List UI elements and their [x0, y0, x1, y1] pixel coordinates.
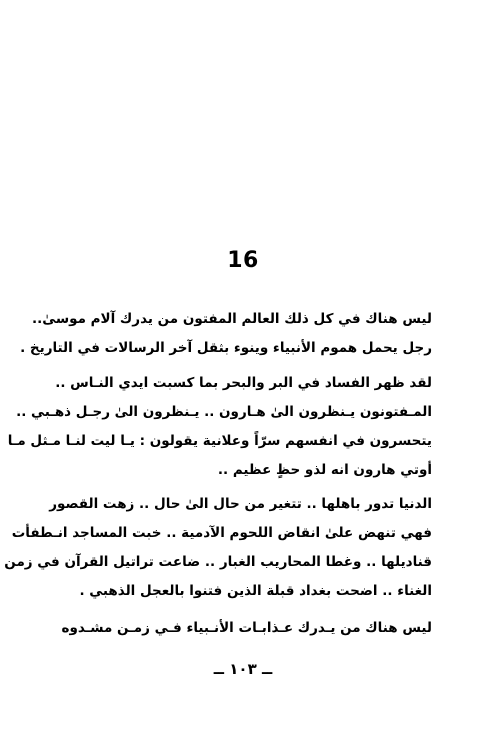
text-line: أوتي هارون انه لذو حظٍ عظيم .. [217, 462, 432, 478]
text-line: المـفتونون يـنظرون الىٰ هـارون .. يـنظرون الىٰ رجـل ذهـبي .. [16, 404, 432, 420]
paragraph-3 [4, 490, 432, 606]
text-line: لقد ظهر الفساد في البر والبحر بما كسبت ايدي النـاس .. [55, 375, 432, 391]
text-line: ليس هناك من يـدرك عـذابـات الأنـبياء فـي زمـن مشـدوه [61, 620, 432, 636]
text-line: الغناء .. اضحت بغداد قبلة الذين فتنوا بالعجل الذهبي . [79, 583, 432, 599]
paragraph-4 [52, 614, 432, 643]
text-line: يتحسرون في انفسهم سرّاً وعلانية يقولون : يـا ليت لنـا مـثل مـا [7, 433, 432, 449]
text-line: قناديلها .. وغطا المحاريب الغبار .. ضاعت تراتيل القرآن في زمن [4, 554, 432, 570]
paragraph-2 [7, 369, 432, 485]
text-line: ليس هناك في كل ذلك العالم المفتون من يدرك آلام موسىٰ.. [31, 311, 432, 327]
text-line: رجل يحمل هموم الأنبياء وينوء بثقل آخر الرسالات في التاريخ . [20, 340, 432, 356]
page-number: ــ ١٠٣ ــ [213, 660, 273, 678]
paragraph-1 [20, 305, 432, 363]
text-line: فهي تنهض علىٰ انقاض اللحوم الآدمية .. خبت المساجد انـطفأت [11, 525, 432, 541]
chapter-number: 16 [227, 248, 259, 273]
text-line: الدنيا تدور باهلها .. تتغير من حال الىٰ حال .. زهت القصور [49, 496, 432, 512]
